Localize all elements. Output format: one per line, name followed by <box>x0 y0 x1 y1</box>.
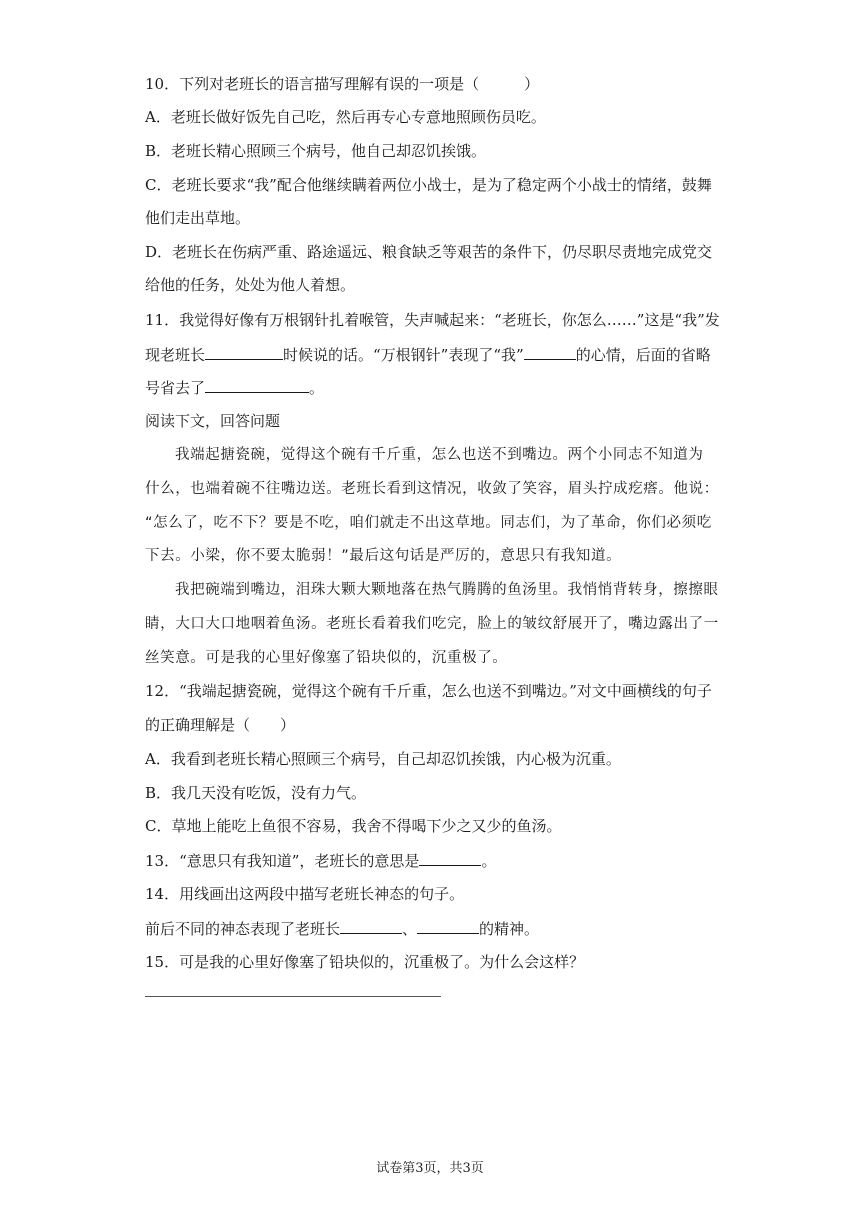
page-footer: 试卷第3页，共3页 <box>376 1161 484 1176</box>
q10-option-b: B．老班长精心照顾三个病号，他自己却忍饥挨饿。 <box>145 142 487 160</box>
q12-line2: 的正确理解是（ ） <box>145 716 296 734</box>
q14-blank-1[interactable] <box>340 918 402 934</box>
passage-p1-line2: 什么，也端着碗不往嘴边送。老班长看到这情况，收敛了笑容，眉头拧成疙瘩。他说： <box>145 481 719 497</box>
q11-text-c: 的心情，后面的省略 <box>575 346 711 364</box>
q12-line1: 12．“我端起搪瓷碗，觉得这个碗有千斤重，怎么也送不到嘴边。”对文中画横线的句子 <box>145 682 712 700</box>
q10-option-d-line1: D．老班长在伤病严重、路途遥远、粮食缺乏等艰苦的条件下，仍尽职尽责地完成党交 <box>145 243 713 261</box>
q11-line3 <box>145 377 725 398</box>
q11-blank-3[interactable] <box>205 377 309 393</box>
q13-text-a: 13．“意思只有我知道”，老班长的意思是 <box>145 852 420 870</box>
q14-line1: 14．用线画出这两段中描写老班长神态的句子。 <box>145 885 465 903</box>
q11-line1: 11．我觉得好像有万根钢针扎着喉管，失声喊起来：“老班长，你怎么……”这是“我”发 <box>145 311 720 329</box>
q11-text-e: 。 <box>309 379 325 397</box>
q11-blank-1[interactable] <box>205 344 283 360</box>
q10-option-a: A．老班长做好饭先自己吃，然后再专心专意地照顾伤员吃。 <box>145 108 546 126</box>
passage-p1-line4: 下去。小梁，你不要太脆弱！”最后这句话是严厉的，意思只有我知道。 <box>145 548 622 564</box>
q13-line <box>145 850 725 871</box>
q11-text-b: 时候说的话。“万根钢针”表现了“我” <box>283 346 524 364</box>
q15-answer-line[interactable] <box>145 996 441 997</box>
q10-option-c-line1: C．老班长要求“我”配合他继续瞒着两位小战士，是为了稳定两个小战士的情绪，鼓舞 <box>145 176 712 194</box>
q14-text-b: 、 <box>402 920 418 938</box>
q12-option-b: B．我几天没有吃饭，没有力气。 <box>145 784 367 802</box>
q15-line1: 15．可是我的心里好像塞了铅块似的，沉重极了。为什么会这样？ <box>145 953 585 971</box>
q13-text-b: 。 <box>481 852 497 870</box>
q14-line2 <box>145 918 725 939</box>
q11-blank-2[interactable] <box>524 344 576 360</box>
q10-option-c-line2: 他们走出草地。 <box>145 209 251 227</box>
reading-intro: 阅读下文，回答问题 <box>145 412 281 430</box>
passage-p2-line3: 丝笑意。可是我的心里好像塞了铅块似的，沉重极了。 <box>145 650 508 666</box>
passage-p1-line3: “怎么了，吃不下？要是不吃，咱们就走不出这草地。同志们，为了革命，你们必须吃 <box>145 515 712 531</box>
q12-option-c: C．草地上能吃上鱼很不容易，我舍不得喝下少之又少的鱼汤。 <box>145 817 562 835</box>
q11-text-a: 现老班长 <box>145 346 206 364</box>
q10-stem: 10．下列对老班长的语言描写理解有误的一项是（ ） <box>145 75 540 93</box>
q14-text-a: 前后不同的神态表现了老班长 <box>145 920 341 938</box>
q11-line2 <box>145 344 725 365</box>
q12-option-a: A．我看到老班长精心照顾三个病号，自己却忍饥挨饿，内心极为沉重。 <box>145 750 621 768</box>
q10-option-d-line2: 给他的任务，处处为他人着想。 <box>145 276 356 294</box>
passage-p2-line1: 我把碗端到嘴边，泪珠大颗大颗地落在热气腾腾的鱼汤里。我悄悄背转身，擦擦眼 <box>175 582 719 598</box>
passage-p1-line1: 我端起搪瓷碗，觉得这个碗有千斤重，怎么也送不到嘴边。两个小同志不知道为 <box>175 447 704 463</box>
q14-text-c: 的精神。 <box>479 920 540 938</box>
q14-blank-2[interactable] <box>417 918 479 934</box>
q11-text-d: 号省去了 <box>145 379 206 397</box>
q13-blank[interactable] <box>419 850 481 866</box>
passage-p2-line2: 睛，大口大口地咽着鱼汤。老班长看着我们吃完，脸上的皱纹舒展开了，嘴边露出了一 <box>145 616 719 632</box>
